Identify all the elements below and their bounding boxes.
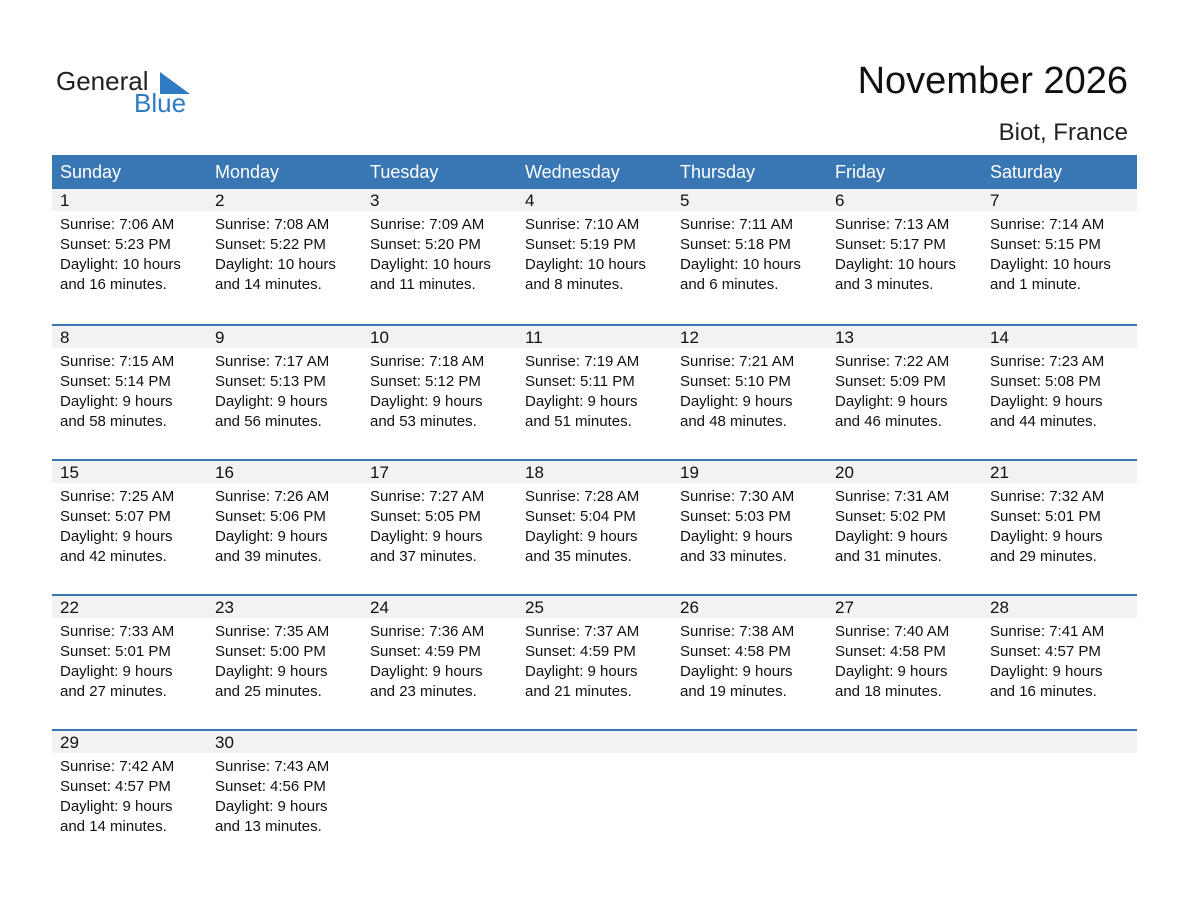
weekday-thursday: Thursday: [680, 162, 756, 182]
sunrise-time: Sunrise: 7:43 AM: [215, 758, 330, 775]
day-details: [525, 487, 639, 567]
day-number: 5: [680, 191, 690, 210]
brand-blue-text: Blue: [134, 88, 187, 118]
day-number: 25: [525, 598, 544, 617]
day-cell: [517, 594, 672, 729]
sunrise-time: Sunrise: 7:10 AM: [525, 216, 640, 233]
day-details: [370, 487, 484, 567]
daylight-hours: Daylight: 9 hours: [990, 663, 1103, 680]
day-details: [835, 352, 949, 432]
daylight-hours: Daylight: 9 hours: [215, 798, 328, 815]
sunset-time: Sunset: 5:23 PM: [60, 236, 171, 253]
day-number: 10: [370, 328, 389, 347]
day-number: 9: [215, 328, 225, 347]
sunrise-time: Sunrise: 7:35 AM: [215, 623, 330, 640]
daylight-hours: Daylight: 9 hours: [835, 393, 948, 410]
week-row: [52, 324, 1137, 459]
day-number: 17: [370, 463, 389, 482]
sunrise-time: Sunrise: 7:06 AM: [60, 216, 175, 233]
daylight-hours: Daylight: 9 hours: [680, 663, 793, 680]
daylight-hours: Daylight: 10 hours: [215, 256, 336, 273]
daylight-hours: Daylight: 9 hours: [835, 528, 948, 545]
day-cell: [207, 729, 362, 864]
sunset-time: Sunset: 5:20 PM: [370, 236, 481, 253]
day-number: 8: [60, 328, 70, 347]
day-number: 27: [835, 598, 854, 617]
day-cell: [207, 324, 362, 459]
daylight-hours: Daylight: 9 hours: [680, 393, 793, 410]
day-details: [835, 215, 956, 295]
daylight-minutes: and 44 minutes.: [990, 413, 1097, 430]
daylight-minutes: and 11 minutes.: [370, 276, 476, 293]
sunrise-time: Sunrise: 7:32 AM: [990, 488, 1105, 505]
day-cell: [207, 459, 362, 594]
sunset-time: Sunset: 5:14 PM: [60, 373, 171, 390]
day-number: 16: [215, 463, 234, 482]
sunset-time: Sunset: 5:13 PM: [215, 373, 326, 390]
sunset-time: Sunset: 4:58 PM: [680, 643, 791, 660]
brand-general-text: General: [56, 66, 149, 96]
day-cell: [207, 189, 362, 324]
sunrise-time: Sunrise: 7:33 AM: [60, 623, 175, 640]
day-number: 22: [60, 598, 79, 617]
sunset-time: Sunset: 5:17 PM: [835, 236, 946, 253]
daylight-minutes: and 56 minutes.: [215, 413, 322, 430]
weekday-header-row: [52, 155, 1137, 189]
day-details: [990, 622, 1104, 702]
day-details: [370, 622, 484, 702]
day-cell: [982, 324, 1137, 459]
week-row: [52, 729, 1137, 864]
calendar-location: Biot, France: [998, 119, 1128, 146]
day-number: 28: [990, 598, 1009, 617]
daylight-hours: Daylight: 10 hours: [990, 256, 1111, 273]
day-number: 2: [215, 191, 225, 210]
calendar-title: November 2026: [857, 60, 1128, 102]
daylight-minutes: and 16 minutes.: [60, 276, 167, 293]
sunset-time: Sunset: 5:07 PM: [60, 508, 171, 525]
day-details: [680, 622, 794, 702]
daylight-minutes: and 51 minutes.: [525, 413, 632, 430]
weekday-wednesday: Wednesday: [525, 162, 620, 182]
sunrise-time: Sunrise: 7:41 AM: [990, 623, 1105, 640]
sunset-time: Sunset: 4:57 PM: [990, 643, 1101, 660]
daylight-minutes: and 33 minutes.: [680, 548, 787, 565]
daylight-minutes: and 39 minutes.: [215, 548, 322, 565]
sunset-time: Sunset: 4:59 PM: [525, 643, 636, 660]
daylight-minutes: and 13 minutes.: [215, 818, 322, 835]
day-number: 26: [680, 598, 699, 617]
daylight-hours: Daylight: 9 hours: [370, 393, 483, 410]
sunset-time: Sunset: 5:19 PM: [525, 236, 636, 253]
daylight-minutes: and 23 minutes.: [370, 683, 477, 700]
sunrise-time: Sunrise: 7:09 AM: [370, 216, 485, 233]
daylight-minutes: and 21 minutes.: [525, 683, 632, 700]
daylight-minutes: and 35 minutes.: [525, 548, 632, 565]
daylight-hours: Daylight: 9 hours: [990, 528, 1103, 545]
daylight-minutes: and 19 minutes.: [680, 683, 787, 700]
daylight-hours: Daylight: 9 hours: [60, 528, 173, 545]
daylight-minutes: and 31 minutes.: [835, 548, 942, 565]
daylight-hours: Daylight: 10 hours: [525, 256, 646, 273]
sunset-time: Sunset: 5:00 PM: [215, 643, 326, 660]
day-cell: [517, 189, 672, 324]
day-number: 12: [680, 328, 699, 347]
daylight-hours: Daylight: 9 hours: [370, 528, 483, 545]
sunrise-time: Sunrise: 7:22 AM: [835, 353, 950, 370]
daylight-minutes: and 16 minutes.: [990, 683, 1097, 700]
day-details: [215, 487, 329, 567]
day-cell: [207, 594, 362, 729]
daylight-hours: Daylight: 9 hours: [60, 393, 173, 410]
day-cell: [827, 594, 982, 729]
sunrise-time: Sunrise: 7:11 AM: [680, 216, 794, 233]
day-details: [525, 215, 646, 295]
day-cell: [672, 189, 827, 324]
day-number: 20: [835, 463, 854, 482]
day-details: [680, 215, 801, 295]
day-details: [680, 352, 794, 432]
day-cell: [52, 459, 207, 594]
daylight-minutes: and 3 minutes.: [835, 276, 934, 293]
day-number: 13: [835, 328, 854, 347]
day-cell: [362, 189, 517, 324]
sunset-time: Sunset: 5:12 PM: [370, 373, 481, 390]
sunset-time: Sunset: 5:03 PM: [680, 508, 791, 525]
day-number: 3: [370, 191, 380, 210]
daylight-minutes: and 37 minutes.: [370, 548, 477, 565]
day-cell: [672, 594, 827, 729]
day-details: [990, 352, 1104, 432]
day-details: [215, 757, 329, 837]
day-details: [215, 215, 336, 295]
day-details: [60, 622, 174, 702]
day-cell: [517, 459, 672, 594]
day-details: [60, 757, 174, 837]
sunrise-time: Sunrise: 7:08 AM: [215, 216, 330, 233]
sunrise-time: Sunrise: 7:31 AM: [835, 488, 950, 505]
day-number: 18: [525, 463, 544, 482]
daylight-hours: Daylight: 9 hours: [215, 393, 328, 410]
week-row: [52, 189, 1137, 324]
daylight-minutes: and 46 minutes.: [835, 413, 942, 430]
sunrise-time: Sunrise: 7:13 AM: [835, 216, 950, 233]
sunrise-time: Sunrise: 7:21 AM: [680, 353, 795, 370]
daylight-minutes: and 29 minutes.: [990, 548, 1097, 565]
sunrise-time: Sunrise: 7:14 AM: [990, 216, 1105, 233]
daylight-hours: Daylight: 9 hours: [60, 663, 173, 680]
sunset-time: Sunset: 5:05 PM: [370, 508, 481, 525]
day-details: [525, 352, 639, 432]
sunset-time: Sunset: 5:02 PM: [835, 508, 946, 525]
sunrise-time: Sunrise: 7:38 AM: [680, 623, 795, 640]
sunrise-time: Sunrise: 7:40 AM: [835, 623, 950, 640]
sunset-time: Sunset: 5:04 PM: [525, 508, 636, 525]
sunrise-time: Sunrise: 7:25 AM: [60, 488, 175, 505]
day-details: [835, 487, 949, 567]
daylight-minutes: and 42 minutes.: [60, 548, 167, 565]
sunset-time: Sunset: 5:06 PM: [215, 508, 326, 525]
day-number: 7: [990, 191, 1000, 210]
day-number: 19: [680, 463, 699, 482]
daylight-minutes: and 53 minutes.: [370, 413, 477, 430]
day-details: [525, 622, 639, 702]
sunset-time: Sunset: 4:59 PM: [370, 643, 481, 660]
sunset-time: Sunset: 5:15 PM: [990, 236, 1101, 253]
daylight-hours: Daylight: 10 hours: [370, 256, 491, 273]
day-cell: [362, 459, 517, 594]
sunset-time: Sunset: 5:01 PM: [60, 643, 171, 660]
day-number: 6: [835, 191, 845, 210]
week-row: [52, 594, 1137, 729]
day-cell: [52, 729, 207, 864]
daylight-hours: Daylight: 9 hours: [525, 528, 638, 545]
daylight-minutes: and 14 minutes.: [60, 818, 167, 835]
day-cell: [52, 324, 207, 459]
sunrise-time: Sunrise: 7:28 AM: [525, 488, 640, 505]
weekday-tuesday: Tuesday: [370, 162, 439, 182]
daylight-minutes: and 8 minutes.: [525, 276, 624, 293]
day-details: [215, 622, 329, 702]
day-number: 4: [525, 191, 535, 210]
day-cell: [982, 189, 1137, 324]
day-number: 23: [215, 598, 234, 617]
week-row: [52, 459, 1137, 594]
day-cell: [517, 324, 672, 459]
day-details: [60, 352, 174, 432]
daylight-hours: Daylight: 9 hours: [990, 393, 1103, 410]
daylight-hours: Daylight: 9 hours: [60, 798, 173, 815]
daylight-hours: Daylight: 9 hours: [525, 393, 638, 410]
day-details: [990, 487, 1104, 567]
day-details: [60, 215, 181, 295]
sunrise-time: Sunrise: 7:26 AM: [215, 488, 330, 505]
sunset-time: Sunset: 4:57 PM: [60, 778, 171, 795]
day-details: [990, 215, 1111, 295]
brand-logo: [56, 66, 196, 116]
day-cell: [672, 324, 827, 459]
sunrise-time: Sunrise: 7:15 AM: [60, 353, 175, 370]
sunrise-time: Sunrise: 7:42 AM: [60, 758, 175, 775]
day-details: [680, 487, 794, 567]
sunrise-time: Sunrise: 7:30 AM: [680, 488, 795, 505]
daylight-minutes: and 1 minute.: [990, 276, 1081, 293]
day-number: 1: [60, 191, 70, 210]
sunset-time: Sunset: 5:18 PM: [680, 236, 791, 253]
day-details: [60, 487, 174, 567]
daylight-minutes: and 48 minutes.: [680, 413, 787, 430]
day-number: 14: [990, 328, 1009, 347]
sunset-time: Sunset: 5:08 PM: [990, 373, 1101, 390]
day-cell: [52, 594, 207, 729]
daylight-hours: Daylight: 9 hours: [525, 663, 638, 680]
daylight-minutes: and 14 minutes.: [215, 276, 322, 293]
daylight-minutes: and 58 minutes.: [60, 413, 167, 430]
day-number: 29: [60, 733, 79, 752]
sunrise-time: Sunrise: 7:17 AM: [215, 353, 330, 370]
day-number: 11: [525, 328, 543, 347]
daylight-minutes: and 18 minutes.: [835, 683, 942, 700]
sunset-time: Sunset: 5:01 PM: [990, 508, 1101, 525]
sunset-time: Sunset: 4:56 PM: [215, 778, 326, 795]
daylight-minutes: and 25 minutes.: [215, 683, 322, 700]
daylight-minutes: and 6 minutes.: [680, 276, 779, 293]
sunrise-time: Sunrise: 7:23 AM: [990, 353, 1105, 370]
day-details: [370, 352, 484, 432]
sunrise-time: Sunrise: 7:27 AM: [370, 488, 485, 505]
weekday-saturday: Saturday: [990, 162, 1063, 182]
daylight-hours: Daylight: 9 hours: [680, 528, 793, 545]
sunrise-time: Sunrise: 7:36 AM: [370, 623, 485, 640]
sunrise-time: Sunrise: 7:18 AM: [370, 353, 485, 370]
sunrise-time: Sunrise: 7:37 AM: [525, 623, 640, 640]
day-cell: [52, 189, 207, 324]
day-cell: [982, 459, 1137, 594]
weekday-friday: Friday: [835, 162, 886, 182]
daylight-minutes: and 27 minutes.: [60, 683, 167, 700]
day-cell: [982, 594, 1137, 729]
day-cell: [362, 324, 517, 459]
day-cell: [827, 459, 982, 594]
day-cell: [362, 594, 517, 729]
sunrise-time: Sunrise: 7:19 AM: [525, 353, 640, 370]
day-number: 24: [370, 598, 389, 617]
daylight-hours: Daylight: 10 hours: [60, 256, 181, 273]
day-cell: [672, 459, 827, 594]
sunset-time: Sunset: 4:58 PM: [835, 643, 946, 660]
day-cell: [827, 324, 982, 459]
day-number: 30: [215, 733, 234, 752]
day-number: 21: [990, 463, 1009, 482]
daylight-hours: Daylight: 9 hours: [370, 663, 483, 680]
daylight-hours: Daylight: 9 hours: [835, 663, 948, 680]
weekday-monday: Monday: [215, 162, 280, 182]
sunset-time: Sunset: 5:22 PM: [215, 236, 326, 253]
day-number: 15: [60, 463, 79, 482]
day-details: [370, 215, 491, 295]
sunset-time: Sunset: 5:10 PM: [680, 373, 791, 390]
daylight-hours: Daylight: 9 hours: [215, 528, 328, 545]
day-details: [215, 352, 329, 432]
daylight-hours: Daylight: 10 hours: [835, 256, 956, 273]
day-details: [835, 622, 949, 702]
day-cell: [827, 189, 982, 324]
weekday-sunday: Sunday: [60, 162, 122, 182]
sunset-time: Sunset: 5:09 PM: [835, 373, 946, 390]
daylight-hours: Daylight: 9 hours: [215, 663, 328, 680]
sunset-time: Sunset: 5:11 PM: [525, 373, 635, 390]
daylight-hours: Daylight: 10 hours: [680, 256, 801, 273]
